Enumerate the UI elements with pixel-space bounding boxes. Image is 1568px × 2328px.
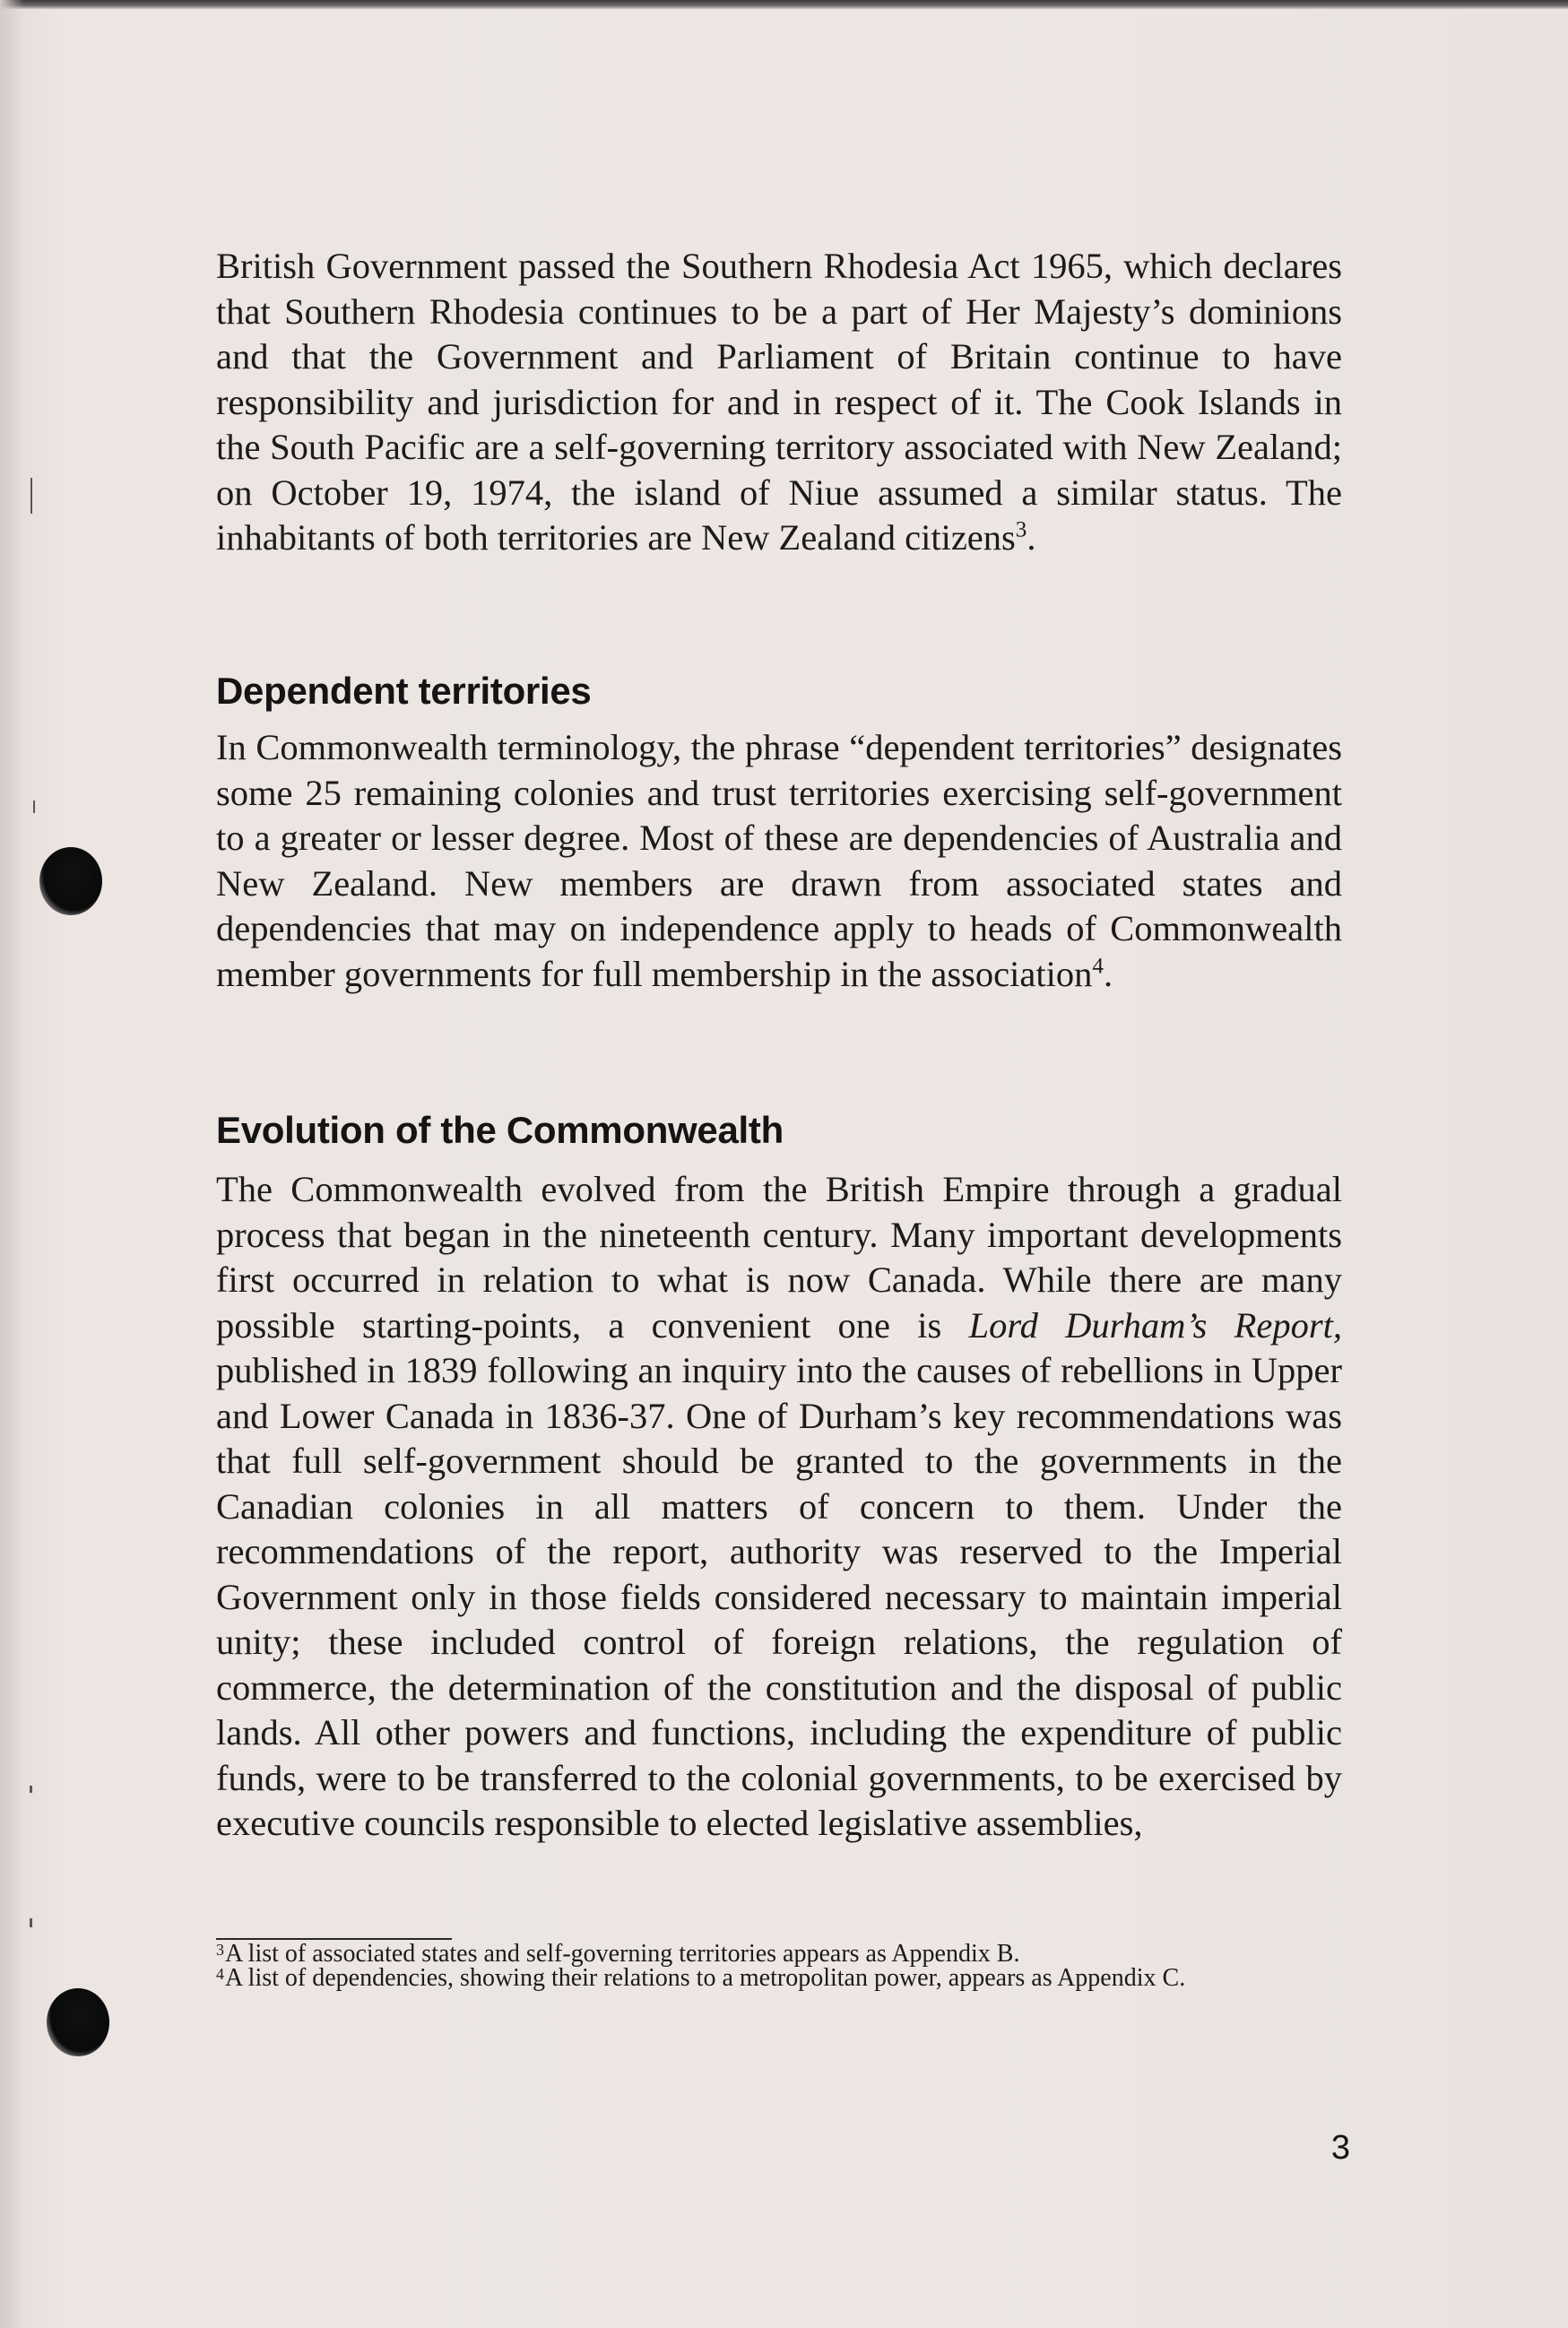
footnote-text-3: A list of associated states and self-governing territories appears as Appendix B.: [225, 1940, 1020, 1968]
footnote-reference-4[interactable]: 4: [1092, 954, 1104, 978]
evolution-paragraph-block: [216, 1167, 1342, 1847]
punch-hole-lower: [47, 1988, 109, 2056]
margin-mark: [33, 801, 35, 813]
intro-paragraph-block: [216, 244, 1342, 561]
footnote-3: [216, 1942, 1342, 1966]
intro-text: British Government passed the Southern Rhodesia Act 1965, which declares that Southern Rhodesia continues to be a part of Her Majesty’s dominions and that the Government and Parliament of Britain continue to have responsibility and jurisdiction for and in respect of it. The Cook Islands in the South Pacific are a self-governing territory associated with New Zealand; on October 19, 1974, the island of Niue assumed a similar status. The inhabitants of both territories are New Zealand citizens: [216, 246, 1342, 558]
evolution-text-part-1: The Commonwealth evolved from the British Empire through a gradual process that began in the nineteenth century. Many important developments first occurred in relation to what is now Canada. While there are many possible starting-points, a convenient one is: [216, 1169, 1342, 1346]
footnote-reference-3[interactable]: 3: [1015, 517, 1027, 542]
footnotes: [216, 1942, 1342, 1990]
footnote-mark-3: 3: [216, 1941, 224, 1959]
margin-mark: [30, 1918, 32, 1927]
dependent-paragraph-block: [216, 725, 1342, 997]
report-title-italic: Lord Durham’s Report,: [968, 1304, 1343, 1346]
page-binding-shadow: [0, 0, 23, 2328]
evolution-text-part-2: published in 1839 following an inquiry into the causes of rebellions in Upper and Lower Canada in 1836-37. One of Durham’s key recommendations was that full self-government should be granted to the governments in the Canadian colonies in all matters of concern to them. Under the recommendations of the report, authority was reserved to the Imperial Government only in those fields considered necessary to maintain imperial unity; these included control of foreign relations, the regulation of commerce, the determination of the constitution and the disposal of public lands. All other powers and functions, including the expenditure of public funds, were to be transferred to the colonial governments, to be exercised by executive councils responsible to elected legislative assemblies,: [216, 1350, 1342, 1843]
dependent-text: In Commonwealth terminology, the phrase “dependent territories” designates some 25 remaining colonies and trust territories exercising self-government to a greater or lesser degree. Most of these are dependencies of Australia and New Zealand. New members are drawn from associated states and dependencies that may on independence apply to heads of Commonwealth member governments for full membership in the association: [216, 727, 1342, 994]
footnote-4: [216, 1966, 1342, 1990]
evolution-paragraph: [216, 1167, 1342, 1847]
heading-dependent-territories: Dependent territories: [216, 670, 592, 712]
page-number: 3: [1330, 2129, 1350, 2167]
footnote-mark-4: 4: [216, 1965, 224, 1983]
intro-paragraph: British Government passed the Southern Rhodesia Act 1965, which declares that Southern Rhodesia continues to be a part of Her Majesty’s dominions and that the Government and Parliament of Britain continue to have responsibility and jurisdiction for and in respect of it. The Cook Islands in the South Pacific are a self-governing territory associated with New Zealand; on October 19, 1974, the island of Niue assumed a similar status. The inhabitants of both territories are New Zealand citizens$^3$.: [216, 246, 1342, 558]
page-top-edge: [0, 0, 1568, 9]
footnote-text-4: A list of dependencies, showing their relations to a metropolitan power, appears as Appendix C.: [225, 1964, 1186, 1992]
margin-mark: [30, 1786, 32, 1793]
dependent-paragraph: In Commonwealth terminology, the phrase “dependent territories” designates some 25 remaining colonies and trust territories exercising self-government to a greater or lesser degree. Most of these are dependencies of Australia and New Zealand. New members are drawn from associated states and dependencies that may on independence apply to heads of Commonwealth member governments for full membership in the association$^4$.: [216, 727, 1342, 994]
punch-hole-upper: [39, 847, 102, 915]
margin-mark: [30, 478, 32, 514]
heading-evolution-commonwealth: Evolution of the Commonwealth: [216, 1109, 784, 1151]
